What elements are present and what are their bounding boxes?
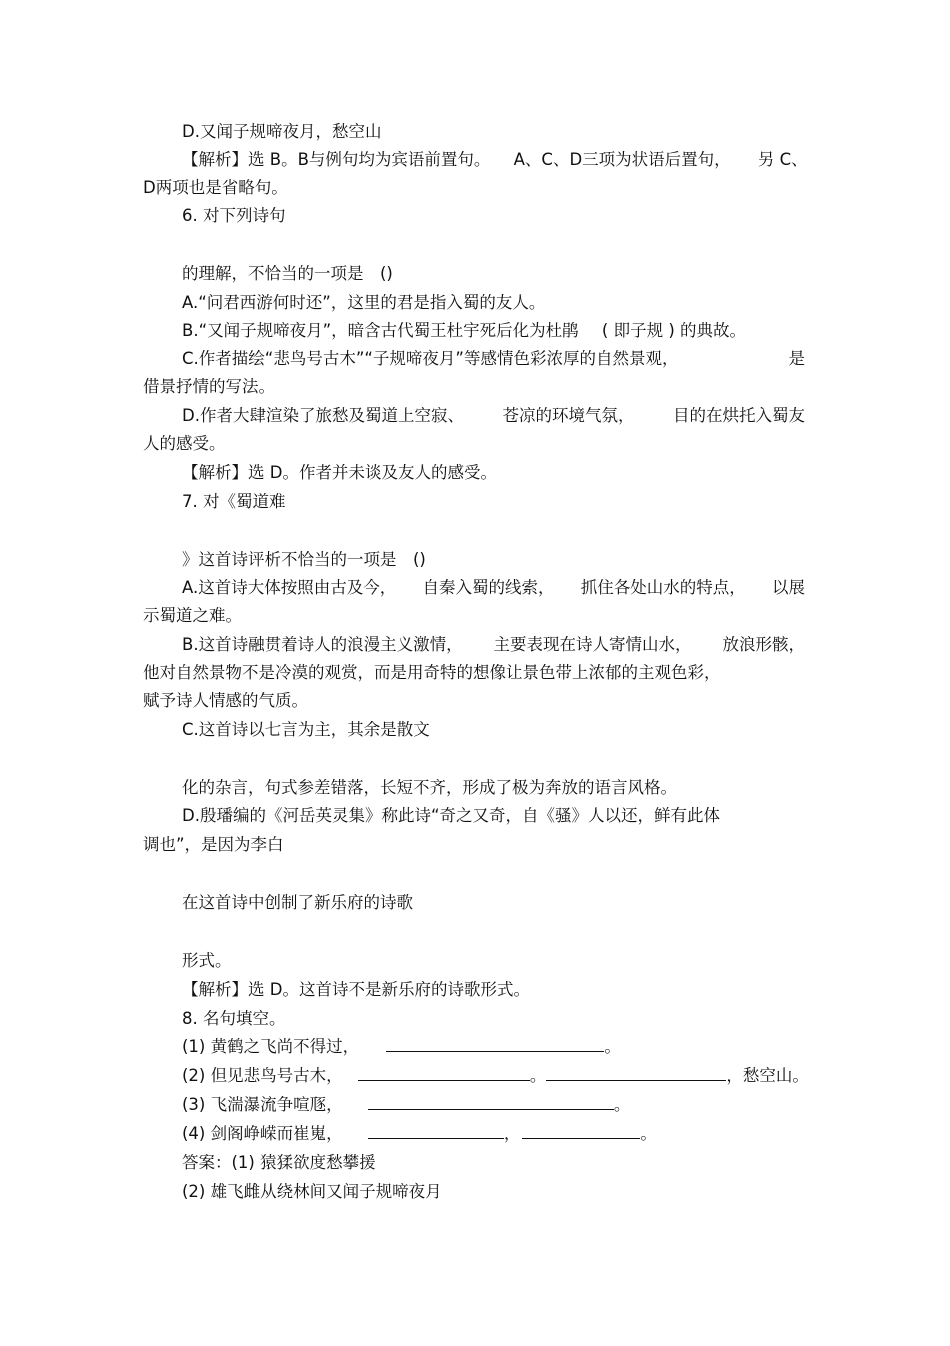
fill-blank-1-prompt: (1) 黄鹤之飞尚不得过， — [182, 1037, 360, 1056]
q6-option-c-line2: 借景抒情的写法。 — [143, 377, 275, 396]
q7-option-a-part1: A.这首诗大体按照由古及今， — [182, 578, 397, 597]
analysis-q5-line1 — [182, 148, 808, 172]
analysis-q7: 【解析】选 D。这首诗不是新乐府的诗歌形式。 — [182, 980, 530, 999]
q6-option-b-part2: ( 即子规 ) 的典故。 — [601, 321, 747, 340]
q7-option-c-line2: 化的杂言，句式参差错落，长短不齐，形成了极为奔放的语言风格。 — [182, 778, 677, 797]
fill-blank-2-prompt: (2) 但见悲鸟号古木， — [182, 1066, 343, 1085]
fill-blank-2-comma: ， — [726, 1066, 743, 1085]
fill-blank-4-line-a — [368, 1122, 504, 1139]
q6-option-c-part1: C.作者描绘“悲鸟号古木”“子规啼夜月”等感情色彩浓厚的自然景观， — [182, 349, 679, 368]
q6-option-c-line1 — [182, 347, 805, 371]
fill-blank-4-period: 。 — [640, 1124, 657, 1143]
q7-option-c-line1: C.这首诗以七言为主，其余是散文 — [182, 720, 430, 739]
fill-blank-1-period: 。 — [604, 1037, 621, 1056]
q6-option-d-part3: 目的在烘托入蜀友 — [672, 406, 805, 425]
q7-option-a-line2: 示蜀道之难。 — [143, 606, 242, 625]
q7-option-a-part2: 自秦入蜀的线索， — [422, 578, 555, 597]
q7-option-a-part3: 抓住各处山水的特点， — [580, 578, 746, 597]
q7-option-d-line3: 在这首诗中创制了新乐府的诗歌 — [182, 893, 413, 912]
fill-blank-3 — [182, 1093, 630, 1117]
analysis-q5-part1: 【解析】选 B。B与例句均为宾语前置句。 — [182, 150, 491, 169]
fill-blank-4 — [182, 1122, 657, 1146]
option-d-q5: D.又闻子规啼夜月，愁空山 — [182, 122, 382, 141]
q7-option-b-line3: 赋予诗人情感的气质。 — [143, 691, 308, 710]
q7-option-b-line2: 他对自然景物不是冷漠的观赏，而是用奇特的想像让景色带上浓郁的主观色彩， — [143, 663, 721, 682]
analysis-q5-part3: 另 C、 — [757, 150, 808, 169]
fill-blank-3-prompt: (3) 飞湍瀑流争喧豗， — [182, 1095, 343, 1114]
q6-option-d-part2: 苍凉的环境气氛， — [502, 406, 635, 425]
q6-option-d-part1: D.作者大肆渲染了旅愁及蜀道上空寂、 — [182, 406, 464, 425]
q7-option-d-line1: D.殷璠编的《河岳英灵集》称此诗“奇之又奇，自《骚》人以还，鲜有此体 — [182, 806, 720, 825]
answer-line-2: (2) 雄飞雌从绕林间又闻子规啼夜月 — [182, 1182, 442, 1201]
fill-blank-2-period: 。 — [529, 1066, 547, 1085]
q7-option-d-line2: 调也”，是因为李白 — [143, 835, 284, 854]
q6-option-b-part1: B.“又闻子规啼夜月”，暗含古代蜀王杜宇死后化为杜鹃 — [182, 321, 579, 340]
fill-blank-2-line-a — [358, 1064, 530, 1081]
analysis-q5-part2: A、C、D三项为状语后置句， — [513, 150, 731, 169]
fill-blank-2 — [182, 1064, 809, 1088]
fill-blank-2-line-b — [546, 1064, 726, 1081]
answer-line-1: 答案：(1) 猿猱欲度愁攀援 — [182, 1153, 376, 1172]
q6-option-c-part2: 是 — [788, 349, 805, 368]
question-7-stem: 》这首诗评析不恰当的一项是 () — [182, 550, 426, 569]
fill-blank-4-line-b — [522, 1122, 640, 1139]
fill-blank-2-end: 愁空山。 — [742, 1066, 809, 1085]
fill-blank-1-line — [386, 1035, 604, 1052]
q7-option-b-part3: 放浪形骸， — [722, 635, 805, 654]
analysis-q5-line2: D两项也是省略句。 — [143, 178, 288, 197]
q7-option-d-line4: 形式。 — [182, 951, 232, 970]
analysis-q6: 【解析】选 D。作者并未谈及友人的感受。 — [182, 463, 497, 482]
question-6-heading: 6. 对下列诗句 — [182, 206, 286, 225]
q6-option-b — [182, 319, 746, 343]
question-8-heading: 8. 名句填空。 — [182, 1009, 286, 1028]
q7-option-b-part2: 主要表现在诗人寄情山水， — [493, 635, 692, 654]
fill-blank-3-period: 。 — [613, 1095, 631, 1114]
fill-blank-1 — [182, 1035, 621, 1059]
q7-option-b-line1 — [182, 633, 805, 657]
fill-blank-4-comma: ， — [503, 1124, 521, 1143]
q6-option-d-line2: 人的感受。 — [143, 434, 226, 453]
q6-option-a: A.“问君西游何时还”，这里的君是指入蜀的友人。 — [182, 293, 546, 312]
question-7-heading: 7. 对《蜀道难 — [182, 492, 286, 511]
q6-option-d-line1 — [182, 404, 805, 428]
question-6-stem: 的理解，不恰当的一项是 () — [182, 264, 393, 283]
fill-blank-4-prompt: (4) 剑阁峥嵘而崔嵬， — [182, 1124, 343, 1143]
q7-option-b-part1: B.这首诗融贯着诗人的浪漫主义激情， — [182, 635, 463, 654]
q7-option-a-line1 — [182, 576, 805, 600]
q7-option-a-part4: 以展 — [772, 578, 805, 597]
fill-blank-3-line — [368, 1093, 614, 1110]
